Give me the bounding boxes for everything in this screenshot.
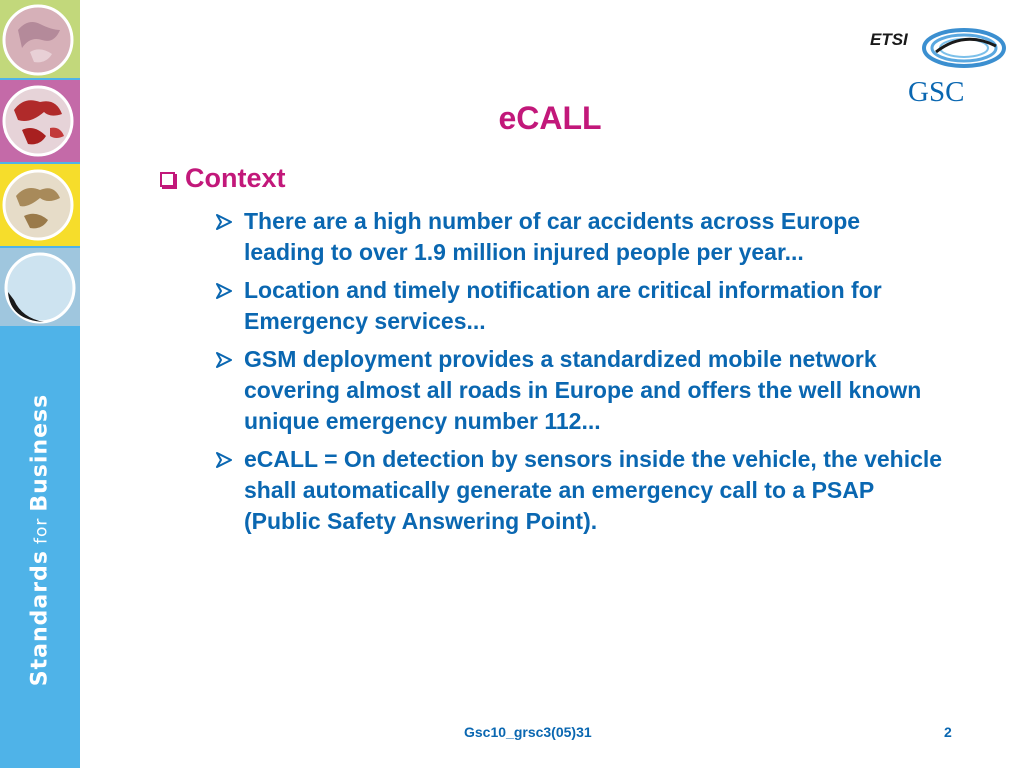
globe-icon [0, 0, 80, 78]
brand-word-business: Business [27, 393, 53, 512]
arrow-bullet-icon [216, 352, 232, 368]
etsi-gsc-logo [870, 22, 1010, 112]
sidebar-brand-text [28, 394, 53, 686]
footer-document-code: Gsc10_grsc3(05)31 [464, 724, 592, 740]
globe-tile-yellow [0, 164, 80, 246]
etsi-logo-text: ETSI [870, 30, 908, 49]
section-label: Context [185, 163, 286, 193]
arrow-bullet-icon [216, 452, 232, 468]
bullet-text: eCALL = On detection by sensors inside the vehicle, the vehicle shall automatically generate an emergency call to a PSAP (Public Safety Answering Point). [244, 446, 943, 534]
globe-tile-blue [0, 248, 80, 326]
globe-icon [0, 248, 80, 326]
page-number: 2 [944, 724, 952, 740]
slide-title: eCALL [498, 100, 602, 136]
gsc-logo-text: GSC [908, 76, 965, 108]
bullet-text: GSM deployment provides a standardized mobile network covering almost all roads in Europe and offers the well known unique emergency number 112... [244, 346, 922, 434]
section-heading [160, 163, 286, 194]
brand-word-for: for [31, 517, 52, 545]
arrow-bullet-icon [216, 214, 232, 230]
checkbox-bullet-icon [160, 172, 175, 187]
globe-icon [0, 164, 80, 246]
bullet-item [214, 275, 944, 337]
globe-icon [0, 80, 80, 162]
etsi-swirl-icon [908, 22, 1008, 74]
globe-tile-green [0, 0, 80, 78]
bullet-text: Location and timely notification are critical information for Emergency services... [244, 277, 882, 334]
arrow-bullet-icon [216, 283, 232, 299]
globe-tile-magenta [0, 80, 80, 162]
bullet-list [214, 206, 944, 544]
bullet-item [214, 344, 944, 437]
bullet-item [214, 206, 944, 268]
bullet-text: There are a high number of car accidents across Europe leading to over 1.9 million injured people per year... [244, 208, 861, 265]
brand-word-standards: Standards [27, 550, 53, 687]
bullet-item [214, 444, 944, 537]
sidebar [0, 0, 80, 768]
